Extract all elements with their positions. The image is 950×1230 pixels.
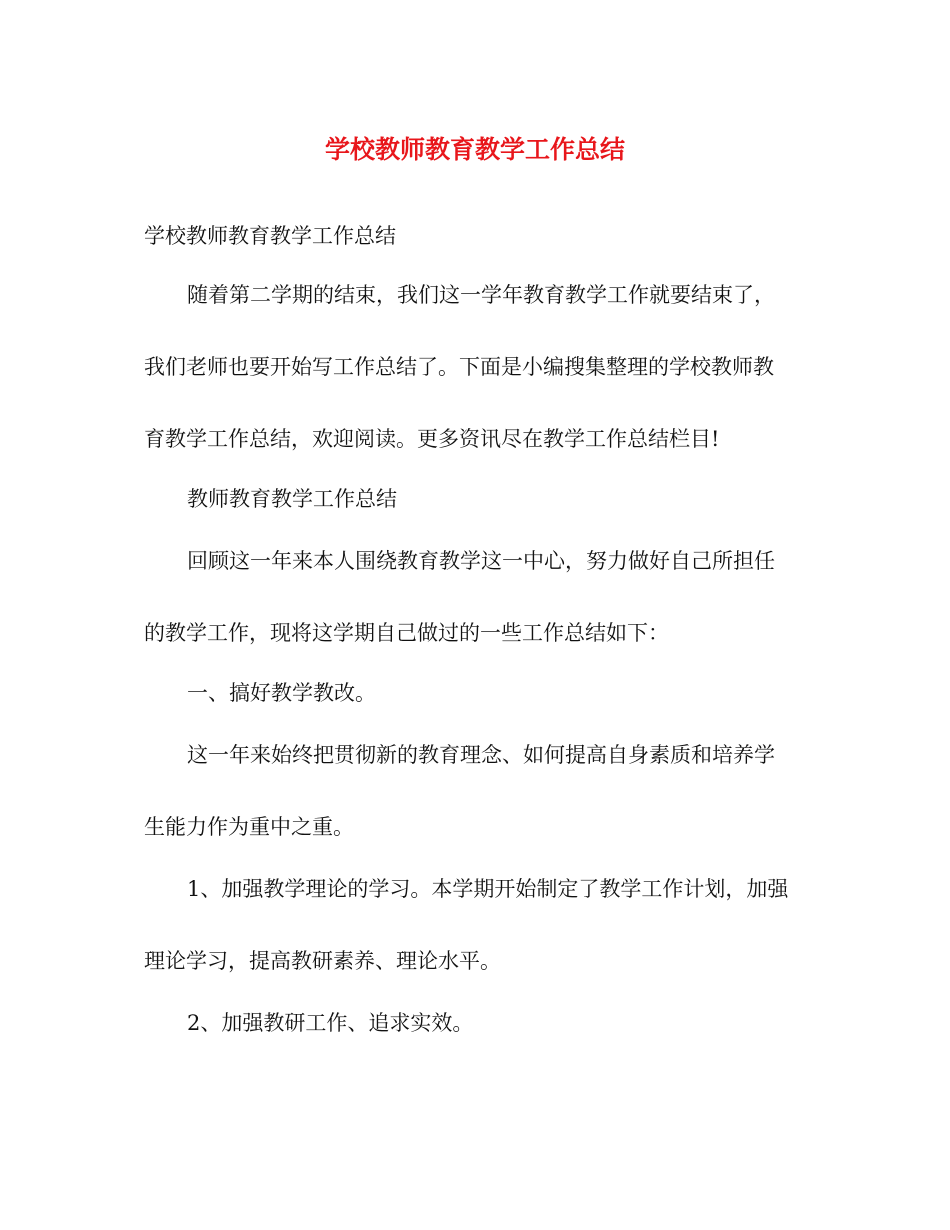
- paragraph-line: 理论学习，提高教研素养、理论水平。: [144, 949, 501, 973]
- section-heading: 一、搞好教学教改。: [187, 681, 376, 705]
- paragraph-line: 随着第二学期的结束，我们这一学年教育教学工作就要结束了，: [187, 283, 775, 307]
- subtitle-line: 学校教师教育教学工作总结: [144, 224, 396, 248]
- paragraph-line: 1、加强教学理论的学习。本学期开始制定了教学工作计划，加强: [187, 877, 789, 901]
- paragraph-line: 我们老师也要开始写工作总结了。下面是小编搜集整理的学校教师教: [144, 355, 774, 379]
- paragraph-line: 的教学工作，现将这学期自己做过的一些工作总结如下：: [144, 621, 669, 645]
- paragraph-line: 育教学工作总结，欢迎阅读。更多资讯尽在教学工作总结栏目!: [144, 427, 720, 451]
- section-heading: 教师教育教学工作总结: [187, 487, 397, 511]
- document-title: 学校教师教育教学工作总结: [324, 135, 625, 164]
- section-heading: 2、加强教研工作、追求实效。: [187, 1011, 474, 1035]
- paragraph-line: 这一年来始终把贯彻新的教育理念、如何提高自身素质和培养学: [187, 743, 775, 767]
- paragraph-line: 生能力作为重中之重。: [144, 815, 354, 839]
- paragraph-line: 回顾这一年来本人围绕教育教学这一中心，努力做好自己所担任: [187, 549, 775, 573]
